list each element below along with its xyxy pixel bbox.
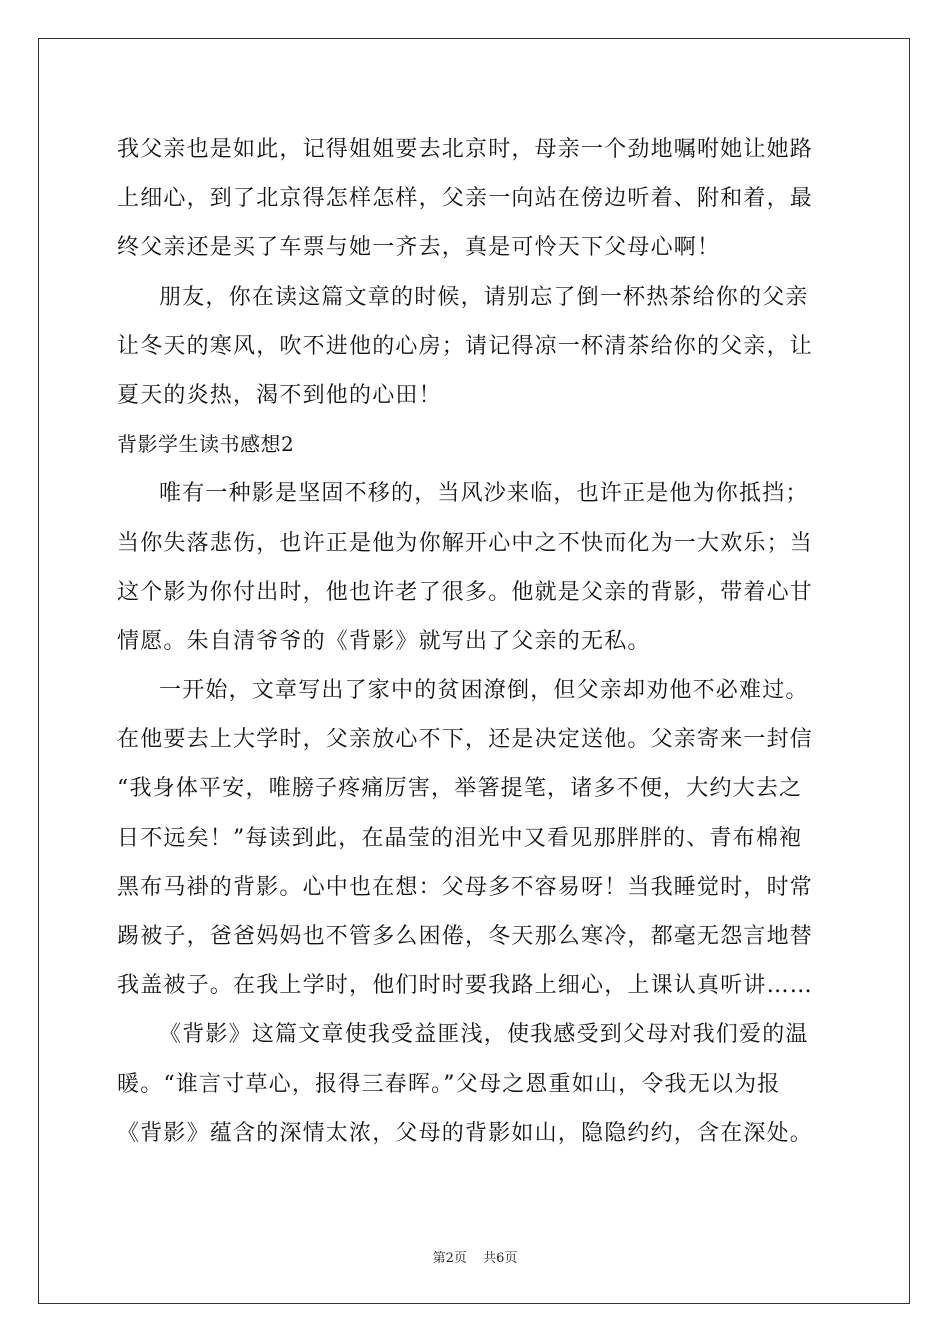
heading-text: 背影学生读书感想2: [117, 432, 295, 457]
page-footer: [0, 1247, 950, 1266]
text-line: 《背影》这篇文章使我受益匪浅，使我感受到父母对我们爱的温: [159, 1022, 809, 1048]
text-line: 这个影为你付出时，他也许老了很多。他就是父亲的背影，带着心甘: [117, 579, 814, 605]
paragraph: [117, 273, 837, 421]
text-line: 一开始，文章写出了家中的贫困潦倒，但父亲却劝他不必难过。: [159, 678, 809, 704]
text-line: 暖。“谁言寸草心，报得三春晖。”父母之恩重如山，令我无以为报: [117, 1071, 781, 1097]
paragraph: [117, 469, 837, 666]
text-line: 日不远矣！”每读到此，在晶莹的泪光中又看见那胖胖的、青布棉袍: [117, 825, 803, 851]
text-line: 黑布马褂的背影。心中也在想：父母多不容易呀！当我睡觉时，时常: [117, 874, 814, 900]
text-line: 我盖被子。在我上学时，他们时时要我路上细心，上课认真听讲……: [117, 973, 814, 999]
text-line: 朋友，你在读这篇文章的时候，请别忘了倒一杯热茶给你的父亲: [159, 284, 809, 310]
page-total: 共6页: [483, 1251, 518, 1266]
text-line: 终父亲还是买了车票与她一齐去，真是可怜天下父母心啊！: [117, 235, 721, 261]
text-line: 唯有一种影是坚固不移的，当风沙来临，也许正是他为你抵挡；: [159, 481, 809, 507]
text-line: 夏天的炎热，渴不到他的心田！: [117, 382, 442, 408]
page-number: 第2页: [432, 1251, 467, 1266]
section-heading: [117, 420, 837, 469]
paragraph: [117, 666, 837, 1010]
text-line: 让冬天的寒风，吹不进他的心房；请记得凉一杯清茶给你的父亲，让: [117, 333, 814, 359]
paragraph: [117, 1010, 837, 1158]
text-line: “我身体平安，唯膀子疼痛厉害，举箸提笔，诸多不便，大约大去之: [117, 776, 803, 802]
text-line: 在他要去上大学时，父亲放心不下，还是决定送他。父亲寄来一封信: [117, 727, 814, 753]
text-line: 我父亲也是如此，记得姐姐要去北京时，母亲一个劲地嘱咐她让她路: [117, 137, 814, 162]
text-line: 《背影》蕴含的深情太浓，父母的背影如山，隐隐约约，含在深处。: [117, 1120, 814, 1146]
paragraph: [117, 125, 837, 273]
text-line: 当你失落悲伤，也许正是他为你解开心中之不快而化为一大欢乐；当: [117, 530, 814, 556]
text-line: 上细心，到了北京得怎样怎样，父亲一向站在傍边听着、附和着，最: [117, 186, 814, 212]
document-body: [117, 125, 837, 1158]
text-line: 踢被子，爸爸妈妈也不管多么困倦，冬天那么寒冷，都毫无怨言地替: [117, 924, 814, 949]
text-line: 情愿。朱自清爷爷的《背影》就写出了父亲的无私。: [117, 628, 651, 654]
